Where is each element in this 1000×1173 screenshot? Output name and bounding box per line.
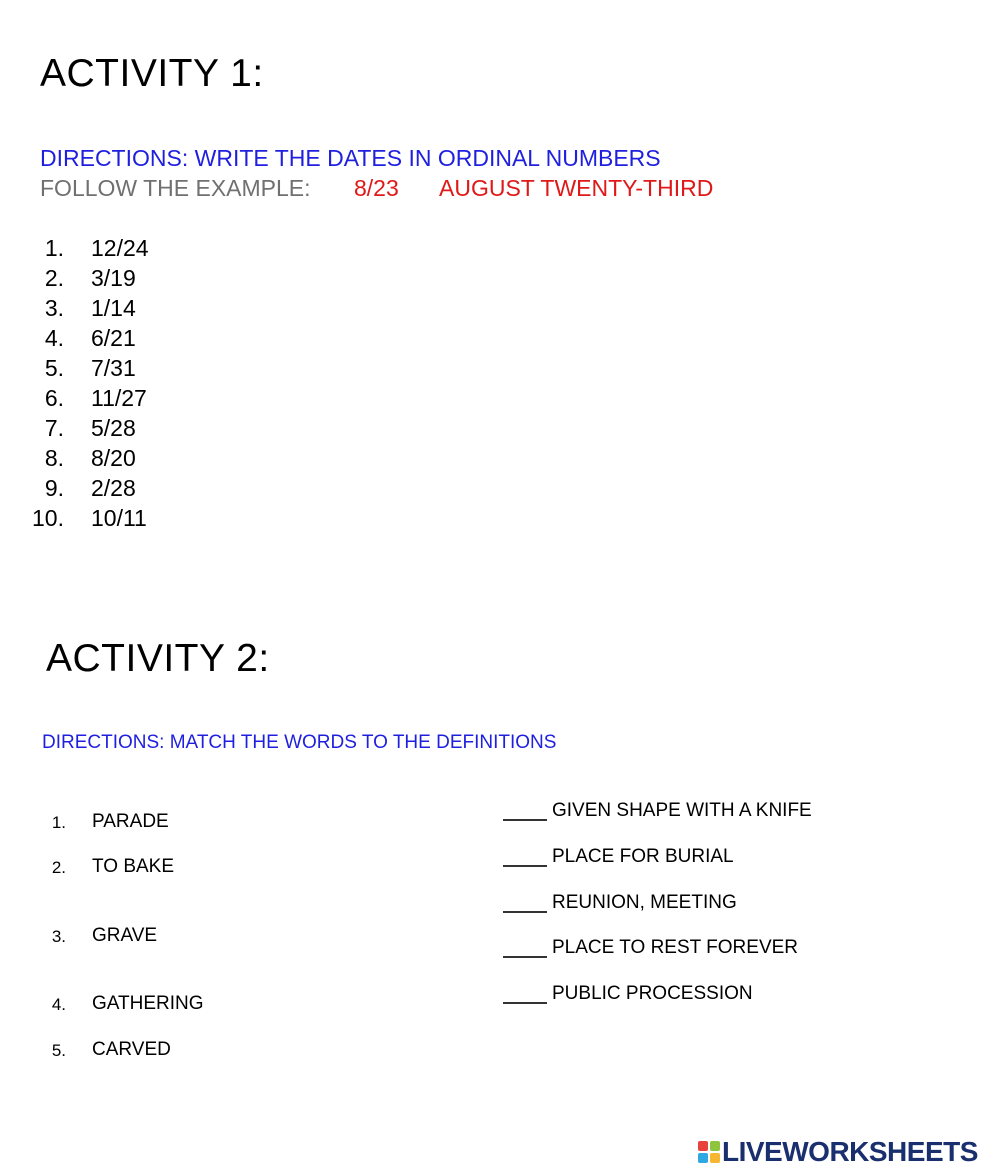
word-item: CARVED — [92, 1039, 171, 1060]
answer-blank[interactable] — [503, 1002, 547, 1004]
word-number: 5. — [51, 1041, 66, 1060]
item-number: 6. — [44, 385, 64, 411]
brand-name: LIVEWORKSHEETS — [722, 1136, 978, 1167]
word-number: 1. — [51, 813, 66, 832]
activity-1-directions: DIRECTIONS: WRITE THE DATES IN ORDINAL NUMBERS — [40, 145, 661, 171]
item-date: 3/19 — [91, 265, 136, 291]
answer-blank[interactable] — [503, 911, 547, 913]
word-number: 4. — [51, 995, 66, 1014]
list-item — [0, 475, 400, 505]
item-date: 7/31 — [91, 355, 136, 381]
list-item — [0, 415, 400, 445]
answer-blank[interactable] — [503, 865, 547, 867]
list-item — [0, 235, 400, 265]
list-item — [0, 355, 400, 385]
item-date: 5/28 — [91, 415, 136, 441]
list-item — [0, 385, 400, 415]
item-number: 10. — [32, 505, 64, 531]
definition-item: GIVEN SHAPE WITH A KNIFE — [552, 800, 812, 821]
word-number: 3. — [51, 927, 66, 946]
item-number: 8. — [44, 445, 64, 471]
word-item: GATHERING — [92, 993, 204, 1014]
item-date: 8/20 — [91, 445, 136, 471]
list-item — [0, 295, 400, 325]
definition-item: PLACE FOR BURIAL — [552, 846, 734, 867]
word-item: TO BAKE — [92, 856, 175, 877]
activity-2-title: ACTIVITY 2: — [46, 637, 270, 680]
word-number: 2. — [51, 858, 66, 877]
list-item — [0, 265, 400, 295]
item-number: 2. — [44, 265, 64, 291]
item-number: 3. — [44, 295, 64, 321]
liveworksheets-logo-icon — [698, 1141, 720, 1163]
item-number: 4. — [44, 325, 64, 351]
item-date: 6/21 — [91, 325, 136, 351]
item-date: 1/14 — [91, 295, 136, 321]
definition-item: PUBLIC PROCESSION — [552, 983, 753, 1004]
item-date: 2/28 — [91, 475, 136, 501]
follow-example-label: FOLLOW THE EXAMPLE: — [40, 175, 311, 201]
item-date: 10/11 — [91, 505, 147, 531]
definition-item: REUNION, MEETING — [552, 892, 737, 913]
example-date: 8/23 — [354, 175, 399, 201]
activity-1-title: ACTIVITY 1: — [40, 52, 264, 95]
list-item — [0, 325, 400, 355]
item-number: 5. — [44, 355, 64, 381]
word-item: PARADE — [92, 811, 169, 832]
item-number: 9. — [44, 475, 64, 501]
list-item — [0, 445, 400, 475]
liveworksheets-logo — [698, 1137, 978, 1167]
answer-blank[interactable] — [503, 819, 547, 821]
item-date: 12/24 — [91, 235, 149, 261]
activity-2-directions: DIRECTIONS: MATCH THE WORDS TO THE DEFINITIONS — [42, 732, 557, 753]
item-number: 7. — [44, 415, 64, 441]
word-item: GRAVE — [92, 925, 158, 946]
answer-blank[interactable] — [503, 956, 547, 958]
item-date: 11/27 — [91, 385, 147, 411]
example-words: AUGUST TWENTY-THIRD — [439, 175, 714, 201]
list-item — [0, 505, 400, 535]
definition-item: PLACE TO REST FOREVER — [552, 937, 799, 958]
item-number: 1. — [44, 235, 64, 261]
